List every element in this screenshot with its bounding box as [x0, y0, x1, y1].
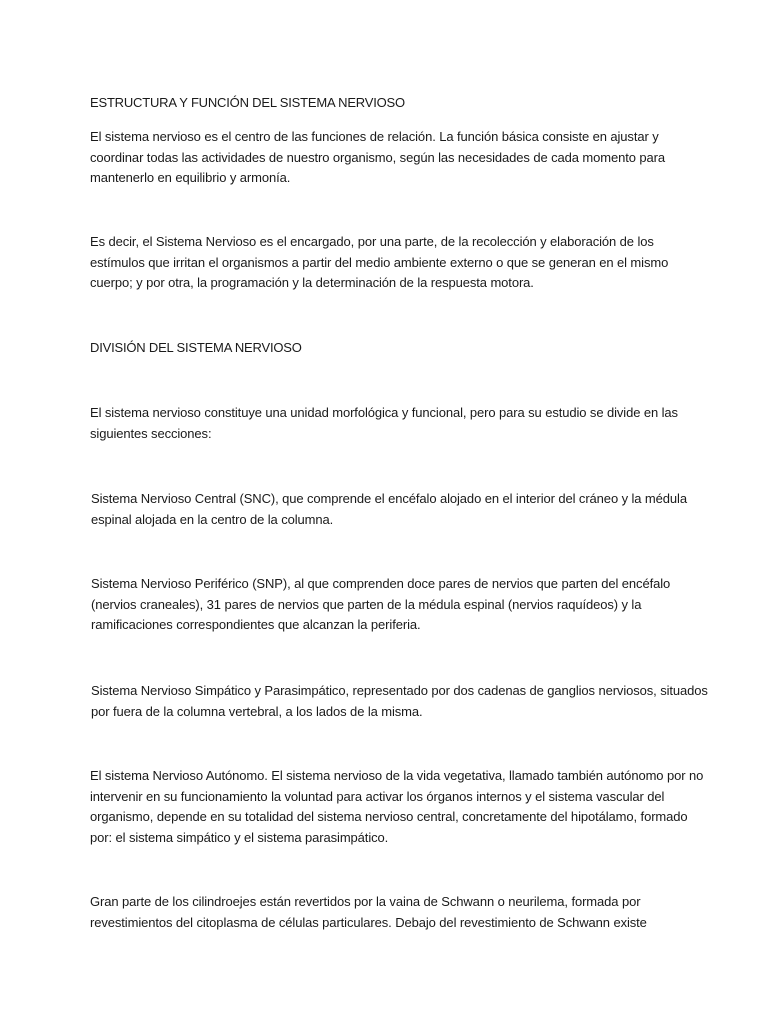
division-intro-paragraph: El sistema nervioso constituye una unidad morfológica y funcional, pero para su estudio se divide en las siguientes secciones:: [90, 405, 678, 441]
division-heading: DIVISIÓN DEL SISTEMA NERVIOSO: [90, 340, 302, 355]
snc-paragraph: Sistema Nervioso Central (SNC), que comprende el encéfalo alojado en el interior del cráneo y la médula espinal alojada en la centro de la columna.: [91, 491, 687, 527]
document-title: ESTRUCTURA Y FUNCIÓN DEL SISTEMA NERVIOSO: [90, 95, 405, 110]
schwann-paragraph: Gran parte de los cilindroejes están revertidos por la vaina de Schwann o neurilema, formada por revestimientos del citoplasma de células particulares. Debajo del revestimiento de Schwann existe: [90, 894, 647, 930]
second-paragraph: Es decir, el Sistema Nervioso es el encargado, por una parte, de la recolección y elaboración de los estímulos que irritan el organismos a partir del medio ambiente externo o que se generan en el mismo cuerpo; y por otra, la programación y la determinación de la respuesta motora.: [90, 234, 669, 290]
snp-paragraph: Sistema Nervioso Periférico (SNP), al que comprenden doce pares de nervios que parten del encéfalo (nervios craneales), 31 pares de nervios que parten de la médula espinal (nervios raquídeos) y la ramificaciones correspondientes que alcanzan la periferia.: [91, 576, 671, 632]
intro-paragraph: El sistema nervioso es el centro de las funciones de relación. La función básica consiste en ajustar y coordinar todas las actividades de nuestro organismo, según las necesidades de cada momento para mantenerlo en equilibrio y armonía.: [90, 129, 666, 185]
autonomo-paragraph: El sistema Nervioso Autónomo. El sistema nervioso de la vida vegetativa, llamado también autónomo por no intervenir en su funcionamiento la voluntad para activar los órganos internos y el sistema vascular del organismo, depende en su totalidad del sistema nervioso central, concretamente del hipotálamo, formado por: el sistema simpático y el sistema parasimpático.: [90, 768, 704, 845]
simpatico-paragraph: Sistema Nervioso Simpático y Parasimpático, representado por dos cadenas de ganglios nerviosos, situados por fuera de la columna vertebral, a los lados de la misma.: [91, 683, 708, 719]
